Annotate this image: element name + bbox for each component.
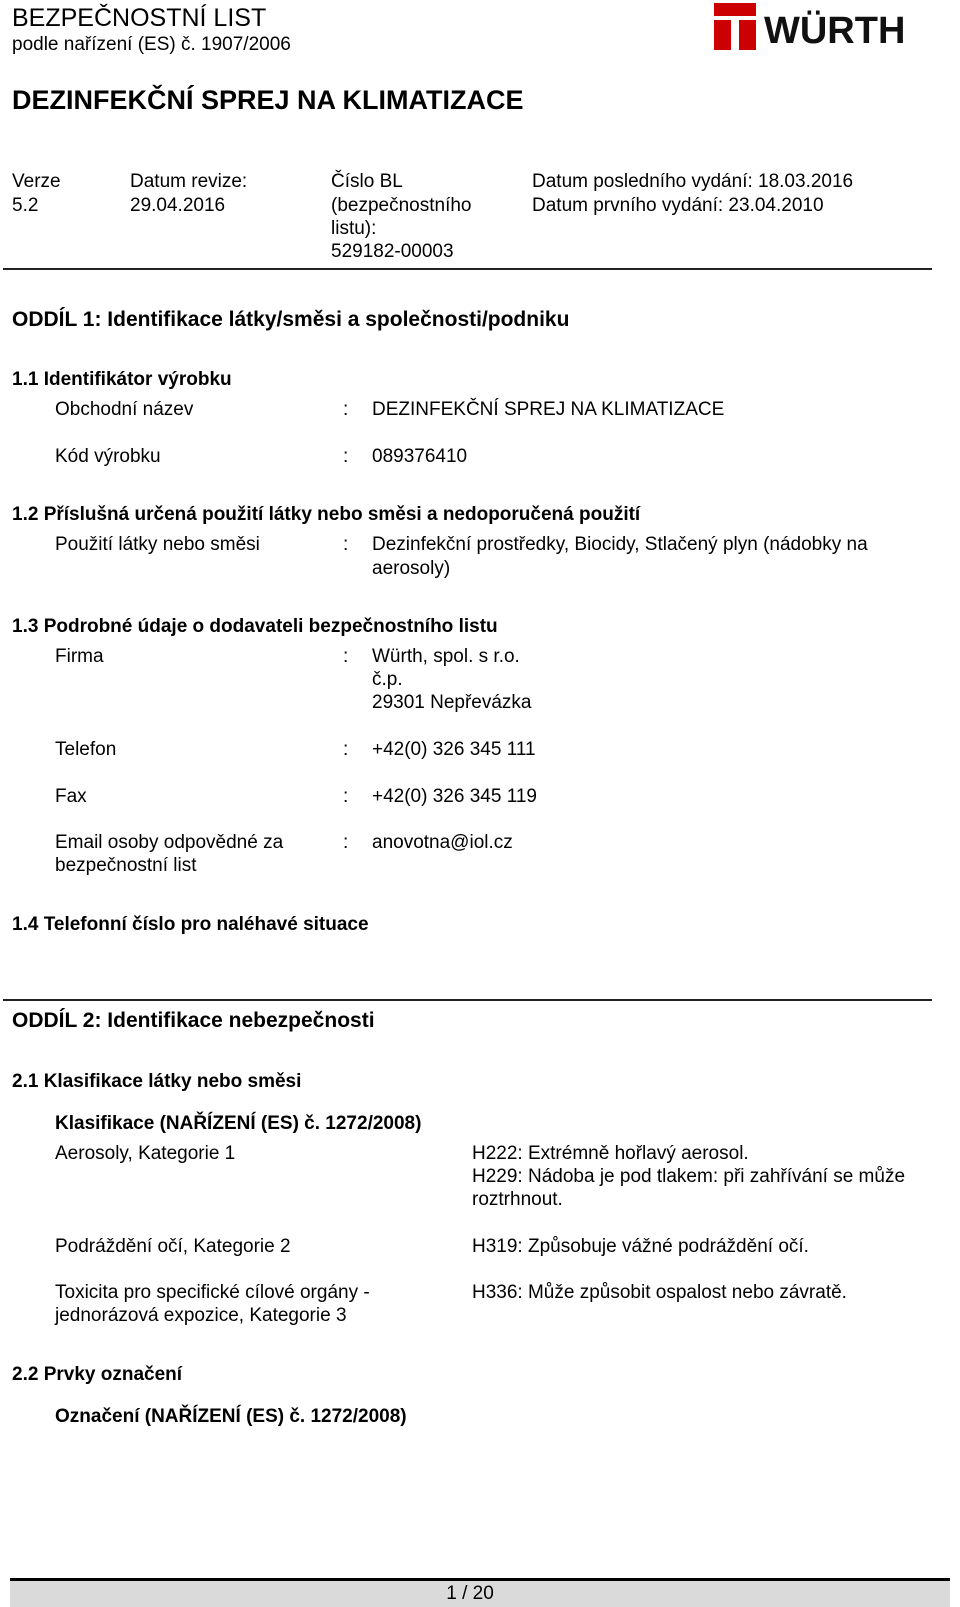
subsection-2-1: 2.1 Klasifikace látky nebo směsi: [12, 1071, 302, 1092]
hazard-statement-h319: H319: Způsobuje vážné podráždění očí.: [472, 1236, 809, 1257]
company-name: Würth, spol. s r.o.: [372, 646, 520, 667]
hazard-class-3-line2: jednorázová expozice, Kategorie 3: [55, 1305, 347, 1326]
use-value-line2: aerosoly): [372, 558, 451, 579]
product-code-label: Kód výrobku: [55, 446, 161, 467]
subsection-1-3: 1.3 Podrobné údaje o dodavateli bezpečnostního listu: [12, 616, 498, 637]
wurth-logo: [714, 3, 934, 51]
product-code-value: 089376410: [372, 446, 468, 467]
colon: :: [343, 446, 349, 467]
subsection-1-1: 1.1 Identifikátor výrobku: [12, 369, 232, 390]
section-2-title: ODDÍL 2: Identifikace nebezpečnosti: [12, 1009, 375, 1032]
trade-name-value: DEZINFEKČNÍ SPREJ NA KLIMATIZACE: [372, 399, 725, 420]
company-address: č.p.: [372, 669, 403, 690]
hazard-statement-h336: H336: Může způsobit ospalost nebo závratě.: [472, 1282, 847, 1303]
fax-label: Fax: [55, 786, 87, 807]
svg-text:WÜRTH: WÜRTH: [764, 10, 906, 51]
subsection-2-2: 2.2 Prvky označení: [12, 1364, 183, 1385]
use-value-line1: Dezinfekční prostředky, Biocidy, Stlačený plyn (nádobky na: [372, 534, 868, 555]
revision-value: 29.04.2016: [130, 195, 226, 216]
use-label: Použití látky nebo směsi: [55, 534, 260, 555]
company-label: Firma: [55, 646, 104, 667]
colon: :: [343, 832, 349, 853]
last-issue-date: Datum posledního vydání: 18.03.2016: [532, 171, 854, 192]
product-title: DEZINFEKČNÍ SPREJ NA KLIMATIZACE: [12, 85, 524, 115]
colon: :: [343, 739, 349, 760]
labelling-heading: Označení (NAŘÍZENÍ (ES) č. 1272/2008): [55, 1406, 407, 1427]
classification-heading: Klasifikace (NAŘÍZENÍ (ES) č. 1272/2008): [55, 1113, 422, 1134]
document-title: BEZPEČNOSTNÍ LIST: [12, 4, 267, 32]
version-label: Verze: [12, 171, 61, 192]
hazard-statement-h229: H229: Nádoba je pod tlakem: při zahřívání se může: [472, 1166, 906, 1187]
version-value: 5.2: [12, 195, 39, 216]
phone-value: +42(0) 326 345 111: [372, 739, 536, 760]
sds-number-label-2: (bezpečnostního: [331, 195, 472, 216]
regulation-subtitle: podle nařízení (ES) č. 1907/2006: [12, 34, 291, 55]
section-1-title: ODDÍL 1: Identifikace látky/směsi a společnosti/podniku: [12, 308, 570, 331]
colon: :: [343, 399, 349, 420]
phone-label: Telefon: [55, 739, 117, 760]
trade-name-label: Obchodní název: [55, 399, 194, 420]
sds-number-value: 529182-00003: [331, 241, 454, 262]
hazard-class-2: Podráždění očí, Kategorie 2: [55, 1236, 291, 1257]
page-number: 1 / 20: [446, 1583, 494, 1604]
subsection-1-4: 1.4 Telefonní číslo pro naléhavé situace: [12, 914, 369, 935]
email-label-line2: bezpečnostní list: [55, 855, 197, 876]
email-value[interactable]: anovotna@iol.cz: [372, 832, 513, 853]
sds-number-label-1: Číslo BL: [331, 171, 403, 192]
hazard-statement-h229-cont: roztrhnout.: [472, 1189, 563, 1210]
sds-number-label-3: listu):: [331, 218, 377, 239]
fax-value: +42(0) 326 345 119: [372, 786, 537, 807]
hazard-statement-h222: H222: Extrémně hořlavý aerosol.: [472, 1143, 749, 1164]
colon: :: [343, 786, 349, 807]
revision-label: Datum revize:: [130, 171, 248, 192]
colon: :: [343, 646, 349, 667]
header-divider: [3, 268, 932, 270]
wurth-logo-icon: [714, 3, 934, 51]
hazard-class-1: Aerosoly, Kategorie 1: [55, 1143, 236, 1164]
first-issue-date: Datum prvního vydání: 23.04.2010: [532, 195, 824, 216]
hazard-class-3-line1: Toxicita pro specifické cílové orgány -: [55, 1282, 370, 1303]
colon: :: [343, 534, 349, 555]
email-label-line1: Email osoby odpovědné za: [55, 832, 284, 853]
section-divider: [3, 999, 932, 1001]
subsection-1-2: 1.2 Příslušná určená použití látky nebo směsi a nedoporučená použití: [12, 504, 641, 525]
company-city: 29301 Nepřevázka: [372, 692, 532, 713]
